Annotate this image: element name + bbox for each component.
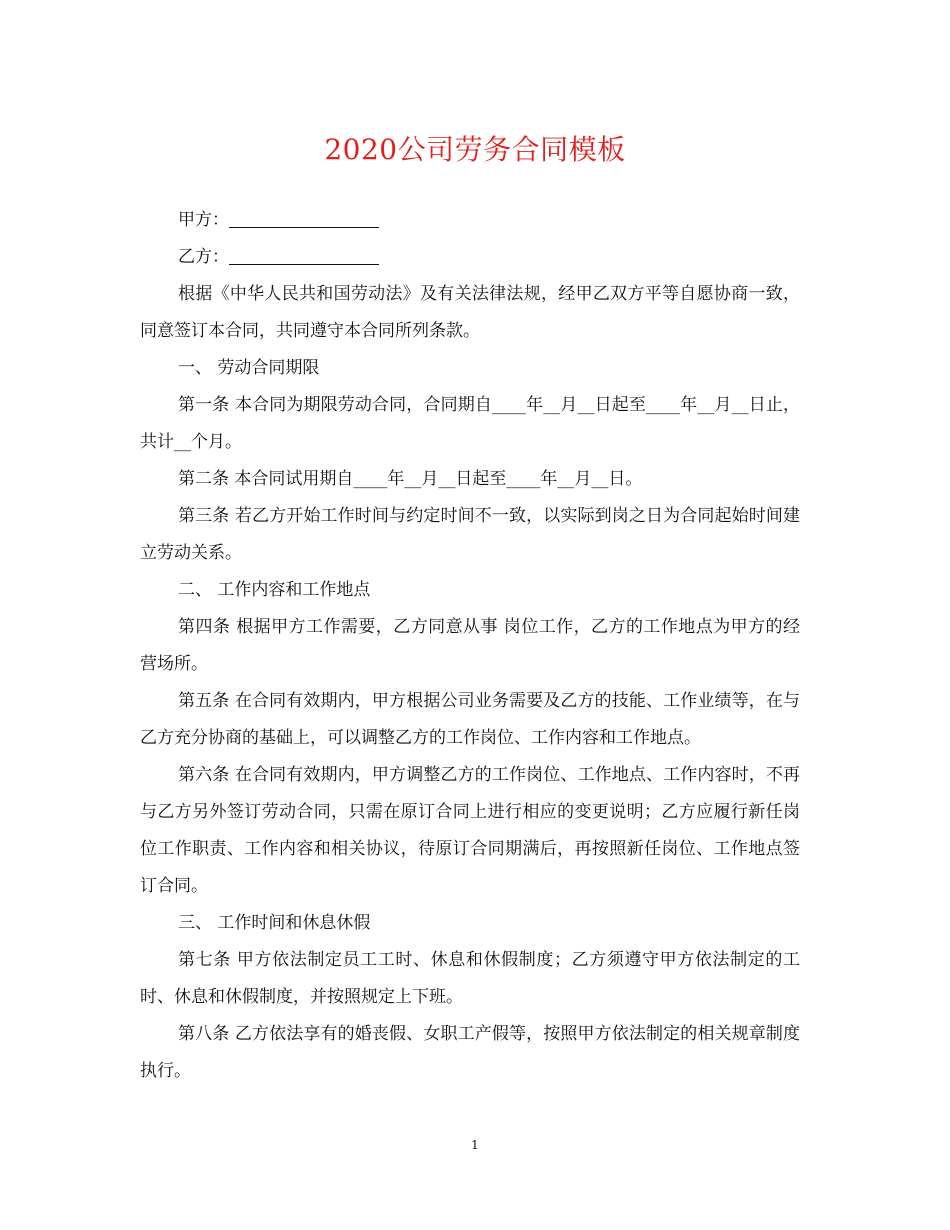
article-1: 第一条 本合同为期限劳动合同，合同期自____年__月__日起至____年__月__日止，共计__个月。 xyxy=(140,395,800,452)
party-b-blank xyxy=(229,244,379,265)
page-number: 1 xyxy=(471,1138,479,1152)
article-6: 第六条 在合同有效期内，甲方调整乙方的工作岗位、工作地点、工作内容时，不再与乙方另外签订劳动合同，只需在原订合同上进行相应的变更说明；乙方应履行新任岗位工作职责、工作内容和相关协议，待原订合同期满后，再按照新任岗位、工作地点签订合同。 xyxy=(140,765,800,896)
article-4: 第四条 根据甲方工作需要，乙方同意从事 岗位工作，乙方的工作地点为甲方的经营场所。 xyxy=(140,617,800,674)
article-2: 第二条 本合同试用期自____年__月__日起至____年__月__日。 xyxy=(178,469,643,489)
section-heading-3: 三、 工作时间和休息休假 xyxy=(178,913,371,933)
article-7: 第七条 甲方依法制定员工工时、休息和休假制度；乙方须遵守甲方依法制定的工时、休息和休假制度，并按照规定上下班。 xyxy=(140,950,800,1007)
intro-paragraph: 根据《中华人民共和国劳动法》及有关法律法规，经甲乙双方平等自愿协商一致，同意签订本合同，共同遵守本合同所列条款。 xyxy=(140,284,800,341)
party-b-line xyxy=(140,239,800,276)
article-5: 第五条 在合同有效期内，甲方根据公司业务需要及乙方的技能、工作业绩等，在与乙方充分协商的基础上，可以调整乙方的工作岗位、工作内容和工作地点。 xyxy=(140,691,800,748)
document-title: 2020公司劳务合同模板 xyxy=(324,133,626,166)
party-b-label: 乙方： xyxy=(178,247,229,267)
party-a-line xyxy=(140,202,800,239)
party-a-blank xyxy=(229,207,379,228)
document-body xyxy=(140,202,800,1090)
article-3: 第三条 若乙方开始工作时间与约定时间不一致，以实际到岗之日为合同起始时间建立劳动关系。 xyxy=(140,506,800,563)
party-a-label: 甲方： xyxy=(178,210,229,230)
section-heading-1: 一、 劳动合同期限 xyxy=(178,358,320,378)
article-8: 第八条 乙方依法享有的婚丧假、女职工产假等，按照甲方依法制定的相关规章制度执行。 xyxy=(140,1024,800,1081)
section-heading-2: 二、 工作内容和工作地点 xyxy=(178,580,371,600)
